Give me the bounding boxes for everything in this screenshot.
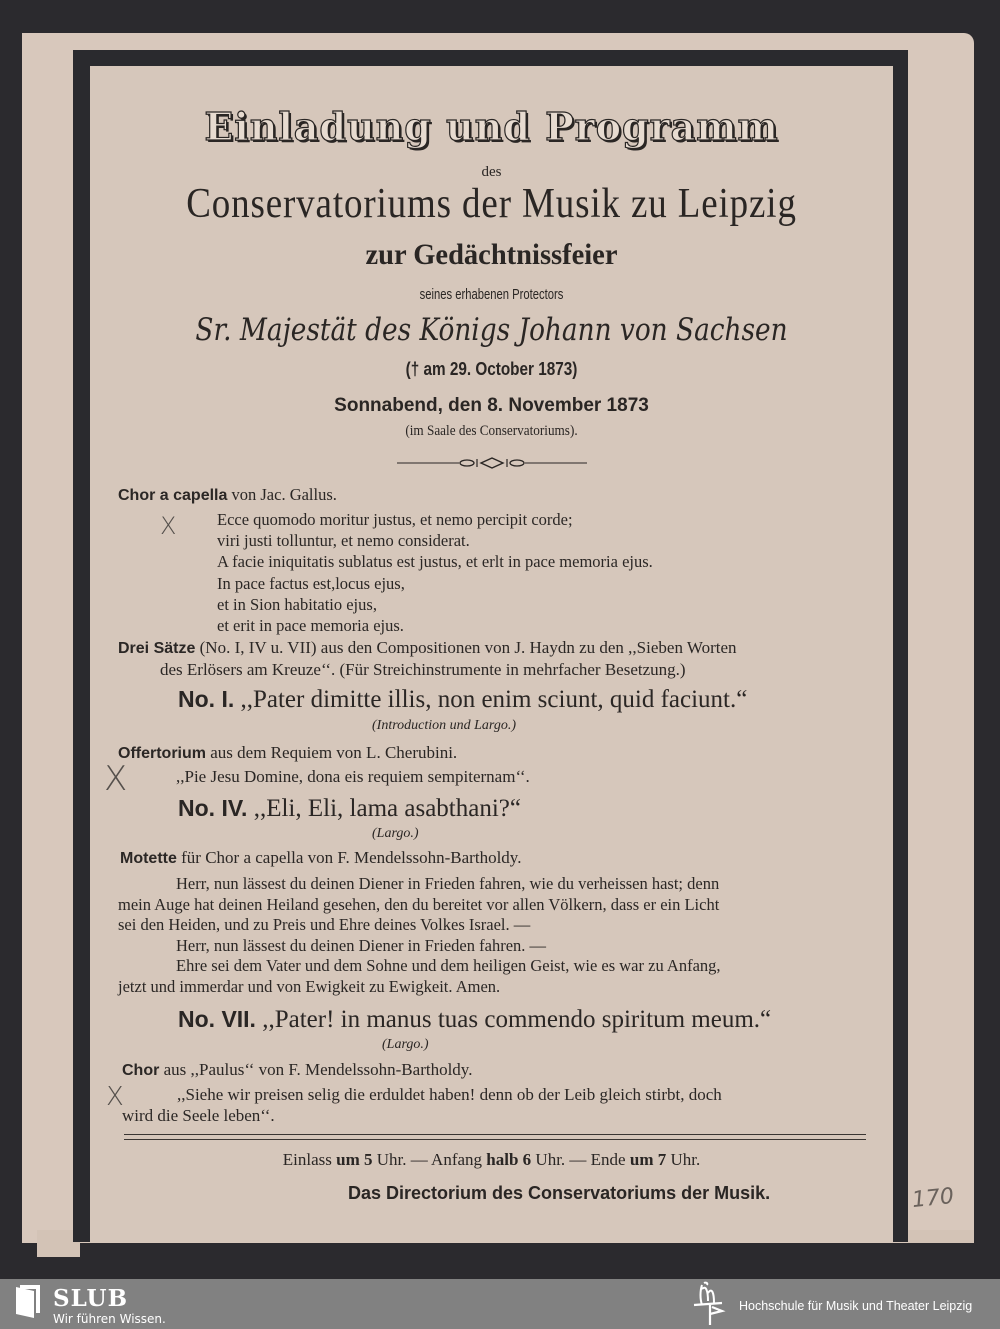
double-rule-divider xyxy=(124,1134,866,1140)
motette-text xyxy=(118,874,721,997)
text-line: (No. I, IV u. VII) aus den Compositionen von J. Haydn zu den ,,Sieben Worten xyxy=(195,638,737,657)
movement-no-1 xyxy=(178,686,747,714)
movement-title: ,,Pater dimitte illis, non enim sciunt, quid faciunt.“ xyxy=(234,686,748,713)
text-line: et erit in pace memoria ejus. xyxy=(217,616,404,636)
program-item-paulus xyxy=(122,1059,722,1126)
schedule-time: um 5 xyxy=(336,1150,373,1169)
document-page xyxy=(90,66,893,1242)
slub-name[interactable]: SLUB xyxy=(53,1285,129,1312)
hmt-name[interactable]: Hochschule für Musik und Theater Leipzig xyxy=(739,1299,973,1313)
footer-bar xyxy=(0,1279,1000,1329)
venue: (im Saale des Conservatoriums). xyxy=(405,423,578,439)
tempo-marking: (Largo.) xyxy=(372,826,419,841)
movement-number: No. VII. xyxy=(178,1006,256,1032)
item-heading: Offertorium xyxy=(118,745,206,762)
slub-book-icon xyxy=(14,1285,44,1319)
movement-title: ,,Eli, Eli, lama asabthani?“ xyxy=(247,795,521,822)
tempo-marking: (Introduction und Largo.) xyxy=(372,718,517,733)
majesty-name: Sr. Majestät des Königs Johann von Sachsen xyxy=(195,312,788,348)
text-line: A facie iniquitatis sublatus est justus, et erlt in pace memoria ejus. xyxy=(217,552,653,572)
schedule-line xyxy=(120,1150,863,1170)
text-line: ,,Pie Jesu Domine, dona eis requiem sempiternam‘‘. xyxy=(176,767,530,786)
item-composer: aus ,,Paulus‘‘ von F. Mendelssohn-Bartholdy. xyxy=(159,1060,473,1079)
item-heading: Chor a capella xyxy=(118,487,228,504)
text-line: sei den Heiden, und zu Preis und Ehre deines Volkes Israel. — xyxy=(118,915,531,934)
handwritten-x-mark: X xyxy=(106,1082,124,1112)
movement-no-7 xyxy=(178,1006,771,1034)
schedule-time: halb 6 xyxy=(486,1150,532,1169)
schedule-text: Uhr. — Ende xyxy=(531,1150,630,1169)
text-line: Herr, nun lässest du deinen Diener in Frieden fahren. — xyxy=(176,935,547,955)
slub-tagline: Wir führen Wissen. xyxy=(53,1312,166,1326)
schedule-text: Uhr. xyxy=(666,1150,701,1169)
text-line: des Erlösers am Kreuze‘‘. (Für Streichinstrumente in mehrfacher Besetzung.) xyxy=(160,660,686,679)
paper-edge xyxy=(908,1230,974,1243)
item-composer: für Chor a capella von F. Mendelssohn-Bartholdy. xyxy=(176,848,522,867)
signature: Das Directorium des Conservatoriums der Musik. xyxy=(348,1183,771,1203)
text-line: viri justi tolluntur, et nemo considerat. xyxy=(217,531,470,551)
text-line: Ehre sei dem Vater und dem Sohne und dem heiligen Geist, wie es war zu Anfang, xyxy=(176,956,721,975)
handwritten-page-number: 170 xyxy=(910,1183,956,1214)
schedule-text: Einlass xyxy=(282,1150,337,1169)
movement-no-4 xyxy=(178,795,521,823)
item-heading: Drei Sätze xyxy=(118,640,196,657)
movement-number: No. IV. xyxy=(178,795,248,821)
hmt-logo-icon xyxy=(692,1281,728,1327)
program-item-motette xyxy=(120,847,521,869)
document-title: Einladung und Programm xyxy=(204,104,779,149)
text-line: Herr, nun lässest du deinen Diener in Frieden fahren, wie du verheissen hast; denn xyxy=(176,874,720,893)
text-line: wird die Seele leben‘‘. xyxy=(122,1106,275,1125)
text-line: In pace factus est,locus ejus, xyxy=(217,573,405,593)
item-heading: Motette xyxy=(120,850,177,867)
latin-text xyxy=(217,509,653,636)
protector-line: seines erhabenen Protectors xyxy=(419,286,564,303)
ornament-divider xyxy=(397,457,587,469)
schedule-time: um 7 xyxy=(629,1150,667,1169)
movement-title: ,,Pater! in manus tuas commendo spiritum meum.“ xyxy=(255,1006,772,1033)
text-line: ,,Siehe wir preisen selig die erduldet haben! denn ob der Leib gleich stirbt, doch xyxy=(177,1085,722,1104)
text-line: Ecce quomodo moritur justus, et nemo percipit corde; xyxy=(217,510,573,529)
handwritten-x-mark: X xyxy=(160,512,177,540)
death-date: († am 29. October 1873) xyxy=(405,359,578,379)
text-line: jetzt und immerdar und von Ewigkeit zu Ewigkeit. Amen. xyxy=(118,976,501,996)
movement-number: No. I. xyxy=(178,686,235,712)
handwritten-x-mark: X xyxy=(104,759,128,799)
tempo-marking: (Largo.) xyxy=(382,1037,429,1052)
des-text: des xyxy=(481,164,502,180)
item-composer: von Jac. Gallus. xyxy=(227,485,337,504)
occasion: zur Gedächtnissfeier xyxy=(365,238,618,271)
schedule-text: Uhr. — Anfang xyxy=(372,1150,487,1169)
program-item-gallus xyxy=(118,484,337,506)
program-item-cherubini xyxy=(118,742,530,787)
item-composer: aus dem Requiem von L. Cherubini. xyxy=(206,743,458,762)
institution-name: Conservatoriums der Musik zu Leipzig xyxy=(186,181,797,227)
text-line: mein Auge hat deinen Heiland gesehen, den du bereitet vor allen Völkern, dass er ein Licht xyxy=(118,894,720,914)
text-line: et in Sion habitatio ejus, xyxy=(217,594,377,614)
item-heading: Chor xyxy=(122,1062,160,1079)
event-date: Sonnabend, den 8. November 1873 xyxy=(334,395,649,416)
program-item-haydn xyxy=(118,637,737,680)
